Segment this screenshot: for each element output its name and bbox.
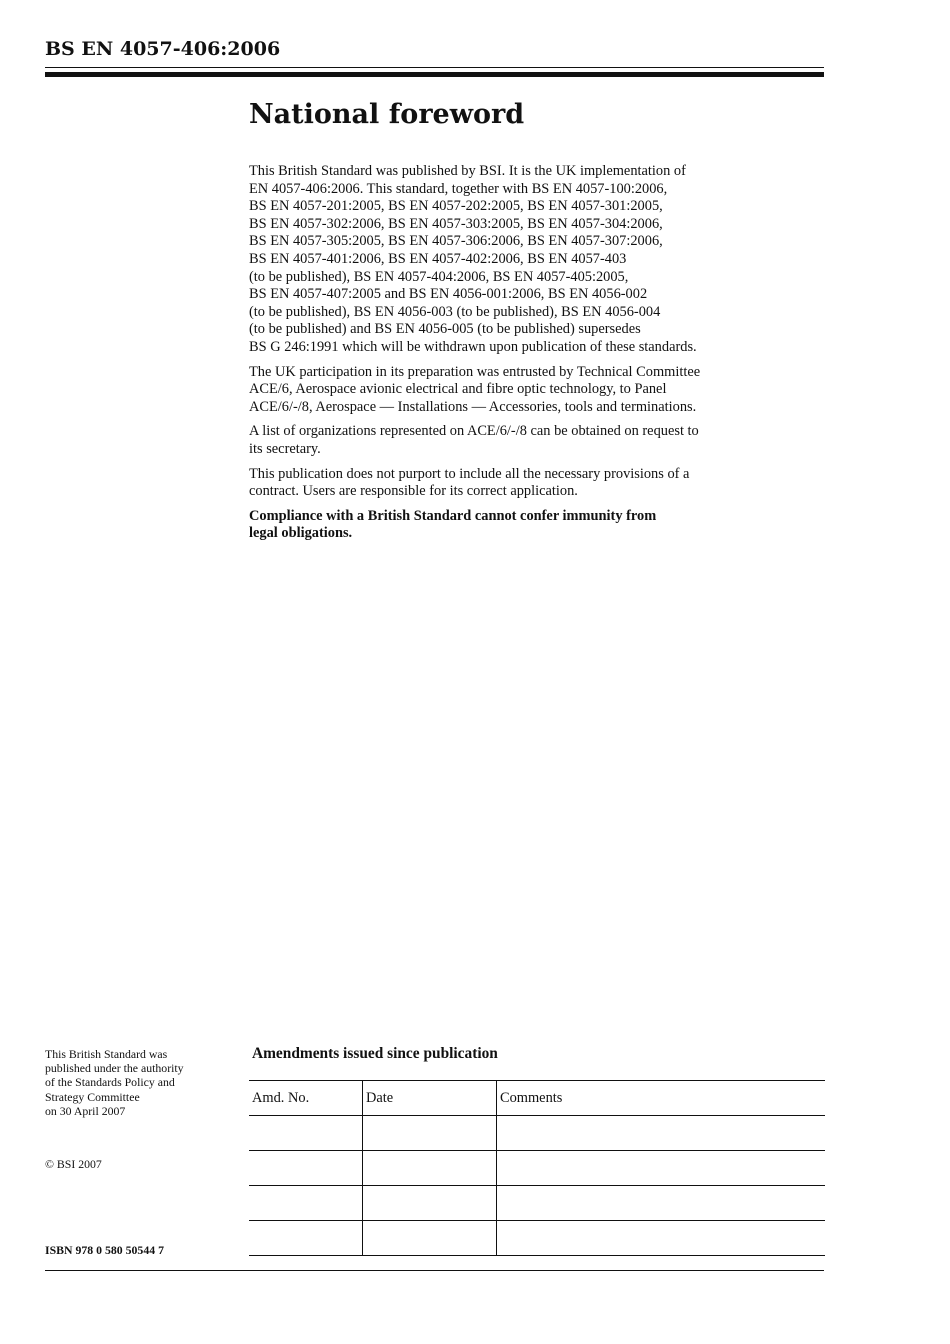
text-line: its secretary. [249, 440, 321, 457]
text-line: ACE/6/-/8, Aerospace — Installations — Accessories, tools and terminations. [249, 398, 697, 415]
text-line: of the Standards Policy and [45, 1075, 175, 1090]
table-cell [363, 1186, 497, 1221]
footer-rule [45, 1270, 824, 1271]
text-line: BS EN 4057-305:2005, BS EN 4057-306:2006, BS EN 4057-307:2006, [249, 233, 663, 250]
compliance-statement [249, 508, 824, 543]
text-line: published under the authority [45, 1061, 184, 1076]
table-cell [363, 1151, 497, 1186]
header-rule-thick [45, 72, 824, 77]
header-rule-thin [45, 67, 824, 68]
text-line: BS EN 4057-302:2006, BS EN 4057-303:2005, BS EN 4057-304:2006, [249, 215, 663, 232]
text-line: legal obligations. [249, 525, 353, 542]
text-line: ACE/6, Aerospace avionic electrical and fibre optic technology, to Panel [249, 381, 667, 398]
text-line: This British Standard was [45, 1047, 168, 1061]
text-line: (to be published), BS EN 4057-404:2006, BS EN 4057-405:2005, [249, 268, 629, 285]
table-cell [249, 1151, 363, 1186]
text-line: contract. Users are responsible for its correct application. [249, 483, 578, 500]
foreword-paragraph-4 [249, 466, 824, 501]
table-cell [497, 1221, 826, 1256]
text-line: BS EN 4057-407:2005 and BS EN 4056-001:2006, BS EN 4056-002 [249, 286, 648, 303]
document-id: BS EN 4057-406:2006 [45, 38, 281, 60]
foreword-paragraph-1 [249, 163, 824, 357]
amendments-title: Amendments issued since publication [252, 1045, 498, 1062]
text-line: EN 4057-406:2006. This standard, together with BS EN 4057-100:2006, [249, 180, 668, 197]
foreword-body [249, 163, 824, 550]
text-line: A list of organizations represented on ACE/6/-/8 can be obtained on request to [249, 423, 699, 440]
table-cell [497, 1151, 826, 1186]
column-header: Amd. No. [249, 1081, 363, 1116]
column-header: Date [363, 1081, 497, 1116]
authority-note [45, 1047, 184, 1118]
table-header-row [249, 1081, 825, 1116]
page-title: National foreword [249, 99, 525, 130]
text-line: BS EN 4057-401:2006, BS EN 4057-402:2006, BS EN 4057-403 [249, 250, 627, 267]
table-cell [249, 1116, 363, 1151]
text-line: BS G 246:1991 which will be withdrawn upon publication of these standards. [249, 338, 697, 355]
text-line: (to be published), BS EN 4056-003 (to be published), BS EN 4056-004 [249, 303, 661, 320]
table-cell [249, 1221, 363, 1256]
column-header: Comments [497, 1081, 826, 1116]
table-row [249, 1116, 825, 1151]
text-line: BS EN 4057-201:2005, BS EN 4057-202:2005, BS EN 4057-301:2005, [249, 198, 663, 215]
text-line: This publication does not purport to include all the necessary provisions of a [249, 465, 690, 482]
table-cell [363, 1116, 497, 1151]
table-row [249, 1186, 825, 1221]
table-row [249, 1221, 825, 1256]
table-row [249, 1151, 825, 1186]
text-line: The UK participation in its preparation was entrusted by Technical Committee [249, 363, 701, 380]
table-cell [497, 1116, 826, 1151]
foreword-paragraph-3 [249, 423, 824, 458]
text-line: Strategy Committee [45, 1089, 140, 1104]
text-line: Compliance with a British Standard cannot confer immunity from [249, 507, 657, 524]
table-cell [363, 1221, 497, 1256]
text-line: (to be published) and BS EN 4056-005 (to be published) supersedes [249, 321, 641, 338]
copyright: © BSI 2007 [45, 1157, 102, 1171]
text-line: on 30 April 2007 [45, 1103, 126, 1118]
table-cell [497, 1186, 826, 1221]
amendments-table [249, 1080, 825, 1256]
text-line: This British Standard was published by BSI. It is the UK implementation of [249, 163, 686, 179]
table-cell [249, 1186, 363, 1221]
foreword-paragraph-2 [249, 364, 824, 417]
isbn: ISBN 978 0 580 50544 7 [45, 1243, 164, 1257]
